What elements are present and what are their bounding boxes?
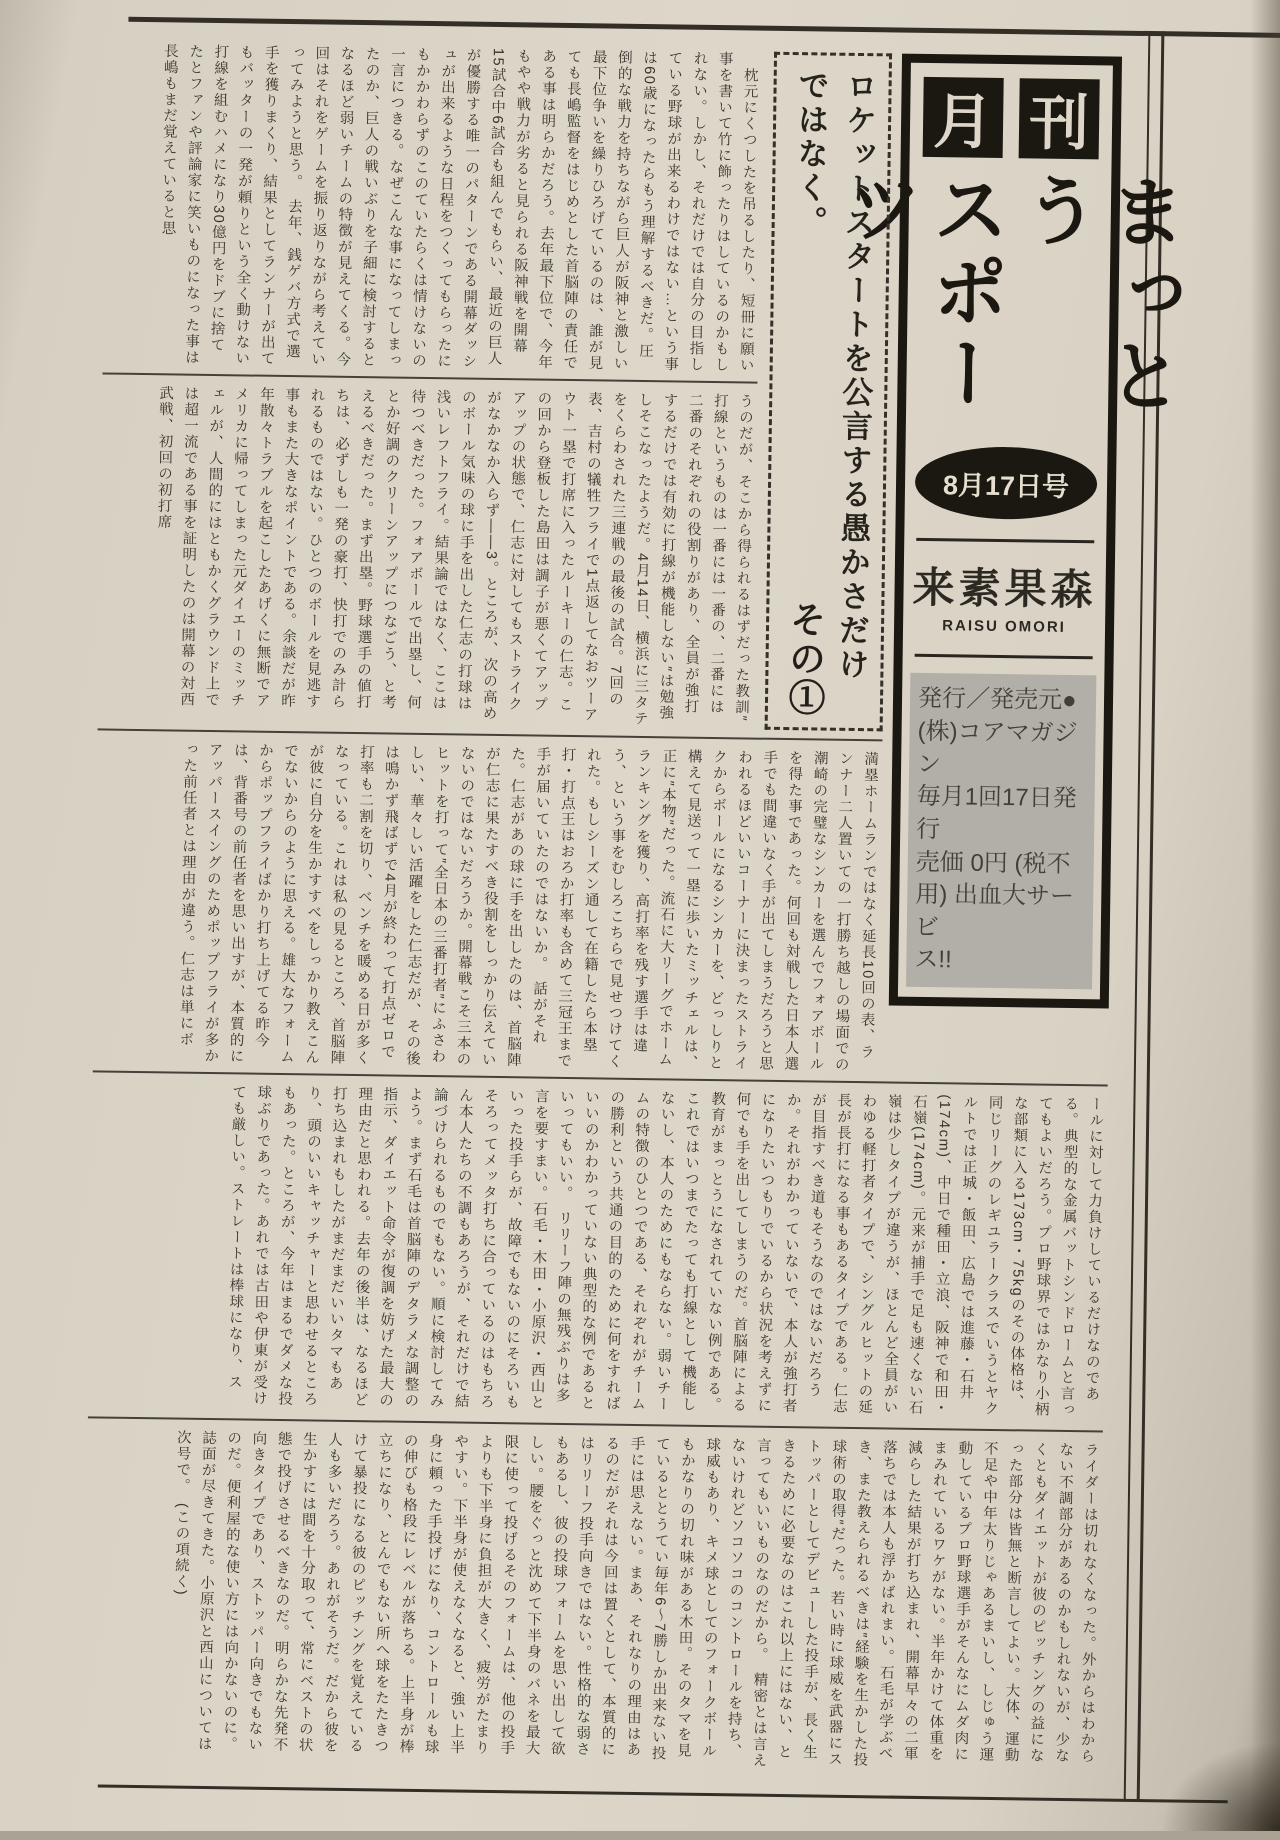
monthly-label — [923, 77, 1100, 159]
headline-box — [765, 52, 892, 732]
headline-text: ロケットスタートを公言する愚かさだけではなく。 — [791, 69, 877, 683]
kan-kanji-box: 刊 — [1019, 78, 1100, 159]
paper-right-edge-shadow — [1250, 0, 1280, 1831]
band-divider-2 — [98, 728, 883, 741]
headline-part-number: その① — [782, 599, 826, 718]
band-divider-1 — [103, 372, 758, 383]
bands-1-2 — [98, 42, 762, 729]
magazine-title-right-column: まっとう — [1011, 170, 1185, 419]
article-band-2-text: うのだが、そこから得られるはずだった教訓″打線というものは一番には一番の、二番には二番のそれぞれの役割りがあり、全員が強打するだけでは有効に打線が機能しない″は勉強しそこなったようだ。4月14日、横浜に三タテをくらわされた三連戦の最後の試合。7回の表、吉村の犠牲フライで1点返してなおツーアウト一塁で打席に入ったルーキーの仁志。この回から登板した島田は調子が悪くてアップアップの状態で、仁志に対してもストライクがなかなか入らず――3。ところが、次の高めのボール気味の球に手を出した仁志の打球は浅いレフトフライ。結果論ではなく、ここは待つべきだった。フォアボールで出塁し、何とか好調のクリーンアップにつなごう、と考えるべきだった。まず出塁。野球選手の値打ちは、必ずしも一発の豪打、快打でのみ計られるものではない。ひとつのボールを見逃す事もまた大きなポイントである。余談だが昨年散々トラブルを起こしたあげくに無断でアメリカに帰ってしまった元ダイエーのミッチェルが、人間的にはともかくグラウンド上では超一流である事を証明したのは開幕の対西武戦、初回の初打席 — [155, 385, 754, 727]
article-band-5 — [83, 1428, 1103, 1780]
article-layout — [83, 42, 1185, 1780]
article-band-2 — [98, 384, 758, 729]
upper-section — [93, 42, 1185, 1076]
author-name: 来素果森 — [912, 566, 1097, 615]
magazine-title-left-column: スポーツ — [835, 167, 1009, 417]
publisher-info-box: 発行／発売元● (株)コアマガジン 毎月1回17日発行 売価 0円 (税不 用) 出血大サービ ス!! — [906, 673, 1096, 989]
author-separator-bottom — [914, 654, 1093, 659]
article-band-1-text: 枕元にくつしたを吊るしたり、短冊に願い事を書いて竹に飾ったりはしているのかもしれない。しかし、それだけでは自分の目指している野球が出来るわけではない…という事は60歳になったらもう理解するべきだ。圧倒的な戦力を持ちながら巨人が阪神と激しい最下位争いを繰りひろげているのは、誰が見ても長嶋監督をはじめとした首脳陣の責任である事は明らかだろう。去年最下位で、今年もやや戦力が劣ると見られる阪神戦を開幕15試合中6試合も組んでもらい、最近の巨人が優勝する唯一のパターンである開幕ダッシュが出来るような日程をつくってもらったにもかかわらずのこのていたらくは情けないの一言につきる。なぜこんな事になってしまったのか、巨人の戦いぶりを子細に検討するとなるほど弱いチームの特徴が見えてくる。今回はそれをゲームを振り返りながら考えていってみようと思う。 去年、銭ゲバ方式で選手を獲りまくり、結果としてランナーが出てもバッターの一発が頼りという全く動けない打線を組むハメになり30億円をドブに捨てたとファンや評論家に笑いものになった事は長嶋もまだ覚えていると思 — [159, 43, 759, 374]
bottom-border-rule — [98, 1785, 1228, 1804]
article-band-3-text: 満塁ホームランではなく延長10回の表、ランナー二人置いての一打勝ち越しの場面での潮崎の完璧なシンカーを選んでフォアボールを得た事であった。何回も対戦した日本人選手でも間違いなく手が出てしまうだろうと思われるほどいいコーナーに決まったストライクからボールになるシンカーを、どっしりと構えて見送って一塁に歩いたミッチェルは、正に″本物″だった。流石に大リーグでホームランキングを獲り、高打率を残す選手は違う、という事をむしろこちらで見せつけてくれた。もしシーズン通して在籍したら本塁打・打点王はおろか打率も含めて三冠王まで手が届いていたのではないか。 話がそれた。仁志があの球に手を出したのは、首脳陣が仁志に果たすべき役割をしっかり伝えていないのではないだろうか。開幕戦こそ三本のヒットを打って″全日本の三番打者″にふさわしい、華々しい活躍をした仁志だが、その後は鳴かず飛ばずで4月が終わって打点ゼロで打率も二割を切り、ベンチを暖める日が多くなっている。これは私の見るところ、首脳陣が彼に自分を生かすすべをしっかり教えこんでないからのように思える。雄大なフォームからポップフライばかり打ち上げてる昨今は、背番号の前任者を思い出すが、本質的にアッパースイングのためポップフライが多かった前任者とは理由が違う。仁志は単にボ — [177, 741, 879, 1073]
masthead-box — [835, 54, 1185, 1009]
article-band-5-text: ライダーは切れなくなった。外からはわからない不調部分があるのかもしれないが、少なくともダイエットが彼のピッチングの益になった部分は皆無と断言してよい。大体、運動不足や中年太りじゃあるまいし、しじゅう運動しているプロ野球選手がそんなにムダ肉にまみれているワケがない。半年かけて体重を減らした結果が打ち込まれ、開幕早々の二軍落ちでは本人も浮かばれまい。石毛が学ぶべき、また教えられるべきは″経験を生かした投球術の取得″だった。若い時に球威を武器にストッパーとしてデビューした投手が、長く生きるために必要なのはこれ以上にはない、と言ってもいいものなのだから。 精密とは言えないけれどソコソコのコントロールを持ち、球威もあり、キメ球としてのフォークボールもかなりの切れ味がある木田。そのタマを見ているととうてい毎年6〜7勝しか出来ない投手には思えない。まあ、それなりの理由はあるのだがそれは今回は置くとして、本質的にはリリーフ投手向きではない。性格的な弱さもあるし、彼の投球フォームを思い出して欲しい。腰をぐっと沈めて下半身のバネを最大限に使って投げるそのフォームは、他の投手よりも下半身に負担が大きく、疲労がたまりやすい。下半身が使えなくなると、強い上半身に頼った手投げになり、コントロールも球の伸びも格段にレベルが落ちる。上半身が棒立ちになり、とんでもない所へ球をたたきつけて暴投になる彼のピッチングを覚えている人も多いだろう。あれがそうだ。だから彼を生かすには間を十分取って、常にベストの状態で投げさせるべきなのだ。明らかな先発不向きタイプであり、ストッパー向きでもないのだ。便利屋的な使い方には向かないのに。誌面が尽きてきた。小原沢と西山については次号で。 (この項続く) — [172, 1429, 1099, 1769]
article-band-3 — [93, 740, 882, 1073]
first-two-bands-row — [98, 42, 892, 731]
body-text-zone — [93, 42, 892, 1073]
issue-date-badge: 8月17日号 — [915, 446, 1098, 521]
paper-corner-shadow — [1160, 1741, 1280, 1831]
article-band-4 — [88, 1082, 1107, 1422]
article-band-1 — [103, 42, 762, 373]
author-romaji: RAISU OMORI — [942, 617, 1067, 637]
author-separator-top — [916, 538, 1095, 543]
masthead-strip — [835, 54, 1185, 1077]
article-band-4-text: ールに対して力負けしているだけなのである。典型的な金属バットシンドロームと言ってもよいだろう。プロ野球界ではかなり小柄な部類に入る173cm・75kgのその体格は、同じリーグのレギユラークラスでいうとヤクルトでは正城・飯田、広島では進藤・石井(174cm)、中日で種田・立浪、阪神で和田・石嶺(174cm)。元来が捕手で足も速くない石嶺は少しタイプが違うが、ほとんど全員がいわゆる軽打者タイプで、シングルヒットの延長が長打になる事もあるタイプである。仁志が目指すべき道もそうなのではないだろうか。それがわかっていないで、本人が強打者になりたいつもりでいるから状況を考えずに何でも手を出してしまうのだ。首脳陣による教育がまっとうになされていない例である。これではいつまでたっても打線として機能しないし、本人のためにもならない。弱いチームの特徴のひとつである、それぞれがチームの勝利という共通の目的のために何をすればいいのかわかっていない典型的な例であるといってもいい。 リリーフ陣の無残ぶりは多言を要すまい。石毛・木田・小原沢・西山といった投手らが、故障でもないのにそろいもそろってメッタ打ちに合っているのはもちろん本人たちの不調もあろうが、それだけで結論づけられるものでもない。順に検討してみよう。まず石毛は首脳陣のデタラメな調整の指示、ダイエット命令が復調を妨げた最大の理由だと思われる。去年の後半は、なるほど打ち込まれもしたがまだまだいいタマもあり、頭のいいキャッチャーと思わせるところもあった。ところが、今年はまるでダメな投球ぶりであった。あれでは古田や伊東が受けても厳しい。ストレートは棒球になり、ス — [225, 1084, 1104, 1419]
month-kanji-box: 月 — [923, 77, 1004, 158]
top-border-rule — [128, 17, 1280, 38]
